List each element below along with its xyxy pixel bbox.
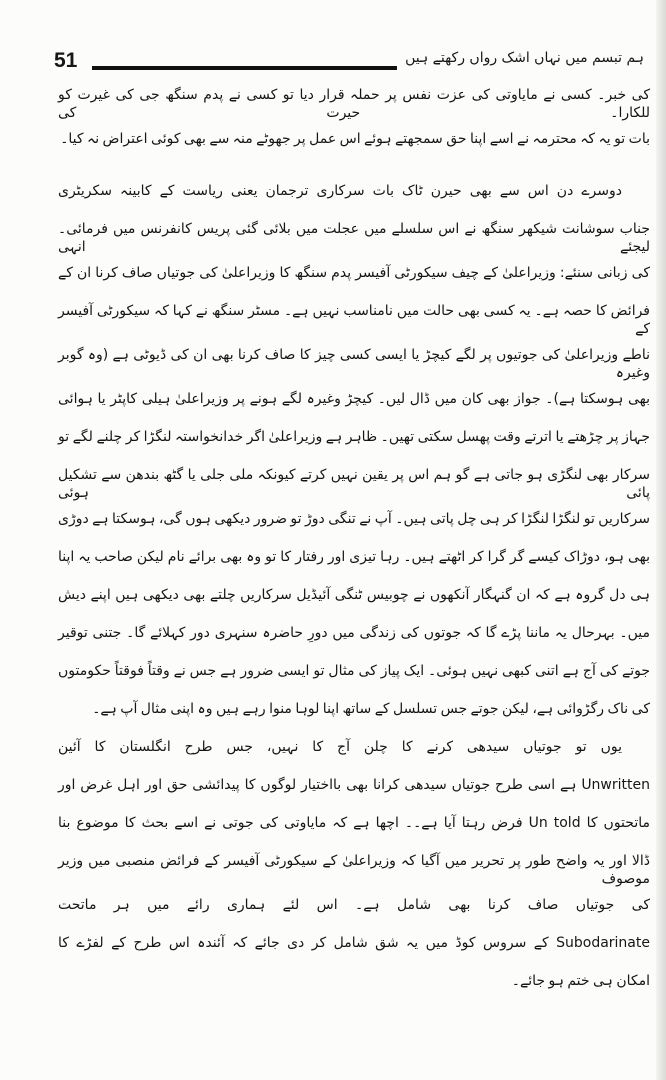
text-line: جناب سوشانت شیکھر سنگھ نے اس سلسلے میں عجلت میں بلائی گئی پریس کانفرنس میں فرمائی۔ لیجئے انہی [58, 221, 650, 255]
text-line: فرائض کا حصہ ہے۔ یہ کسی بھی حالت میں نامناسب نہیں ہے۔ مسٹر سنگھ نے کہا کہ سیکورٹی آفیسر کے [58, 303, 650, 337]
text-line: ڈالا اور یہ واضح طور پر تحریر میں آگیا کہ وزیراعلیٰ کے سیکورٹی آفیسر کے فرائض منصبی میں وزیر موصوف [58, 853, 650, 887]
text-line: امکان ہی ختم ہو جائے۔ [511, 973, 650, 989]
page-edge-shadow [656, 0, 666, 1080]
running-header [0, 0, 666, 78]
text-line: بھی ہو، دوڑاک کیسے گر گرا کر اٹھتے ہیں۔ رہا تیزی اور رفتار کا تو وہ بھی برائے نام لیکن صاحب یہ اپنا [58, 549, 650, 565]
body-text [58, 78, 650, 1002]
text-line: ہی دل گروہ ہے کہ ان گنہگار آنکھوں نے چوبیس ٹنگی آئیڈیل سرکاریں چلتے بھی دیکھی ہیں اپنے دیش [58, 587, 650, 603]
text-line: سرکار بھی لنگڑی ہو جاتی ہے گو ہم اس پر یقین نہیں کرتے کیونکہ ملی جلی یا گٹھ بندھن سے تشکیل پائی ہوئی [58, 467, 650, 501]
text-line: دوسرے دن اس سے بھی حیرن ٹاک بات سرکاری ترجمان یعنی ریاست کے کابینہ سکریٹری [58, 183, 622, 199]
text-line: بات تو یہ کہ محترمہ نے اسے اپنا حق سمجھتے ہوئے اس عمل پر جھوٹے منہ سے بھی کوئی اعتراض نہ کیا۔ [60, 131, 650, 147]
text-line: بھی ہوسکتا ہے)۔ جواز بھی کان میں ڈال لیں۔ کیچڑ وغیرہ لگے ہونے پر وزیراعلیٰ ہیلی کاپٹر یا ہوائی [58, 391, 650, 407]
text-line: میں۔ بہرحال یہ ماننا پڑے گا کہ جوتوں کی زندگی میں دورِ حاضرہ سنہری دور کہلائے گا۔ جتنی توقیر [58, 625, 650, 641]
text-line: ماتحتوں کا Un told فرض رہتا آیا ہے۔۔ اچھا ہے کہ مایاوتی کی جوتی نے اسے بحث کا موضوع بنا [58, 815, 650, 831]
running-header-title: ہم تبسم میں نہاں اشک رواں رکھتے ہیں [405, 50, 644, 66]
text-line: Unwritten ہے اسی طرح جوتیاں سیدھی کرانا بھی بااختیار لوگوں کا پیدائشی حق اور اہل غرض اور [58, 777, 650, 793]
text-line: ناطے وزیراعلیٰ کی جوتیوں پر لگے کیچڑ یا ایسی کسی چیز کا صاف کرنا بھی ان کی ڈیوٹی ہے (وہ گوبر وغیرہ [58, 347, 650, 381]
text-line: یوں تو جوتیاں سیدھی کرنے کا چلن آج کا نہیں، جس طرح انگلستان کا آئین [58, 739, 622, 755]
text-line: جوتے کی آج ہے اتنی کبھی نہیں ہوئی۔ ایک پیاز کی مثال تو ایسی ضرور ہے جس نے وقتاً فوقتاً حکومتوں [58, 663, 650, 679]
text-line: جہاز پر چڑھتے یا اترتے وقت پھسل سکتی تھیں۔ ظاہر ہے وزیراعلیٰ اگر خدانخواستہ لنگڑا کر چلنے لگے تو [58, 429, 650, 445]
text-line: کی خبر۔ کسی نے مایاوتی کی عزت نفس پر حملہ قرار دیا تو کسی نے پدم سنگھ جی کی غیرت کو للکارا۔ حیرت کی [58, 87, 650, 121]
text-line: سرکاریں تو لنگڑا لنگڑا کر ہی چل پاتی ہیں۔ آپ نے تنگی دوڑ تو ضرور دیکھی ہوں گی، ہوسکتا ہے دوڑی [58, 511, 650, 527]
text-line: کی جوتیاں صاف کرنا بھی شامل ہے۔ اس لئے ہماری رائے میں ہر ماتحت [58, 897, 650, 913]
text-line: Subodarinate کے سروس کوڈ میں یہ شق شامل کر دی جائے کہ آئندہ اس طرح کے لفڑے کا [58, 935, 650, 951]
text-line: کی زبانی سنئے: وزیراعلیٰ کے چیف سیکورٹی آفیسر پدم سنگھ کا وزیراعلیٰ کی جوتیاں صاف کرنا ان کے [58, 265, 650, 281]
page-number: 51 [54, 49, 78, 72]
header-rule [92, 66, 397, 70]
text-line: کی ناک رگڑوائی ہے، لیکن جوتے جس تسلسل کے ساتھ اپنا لوہا منوا رہے ہیں وہ اپنی مثال آپ ہے۔ [92, 701, 650, 717]
